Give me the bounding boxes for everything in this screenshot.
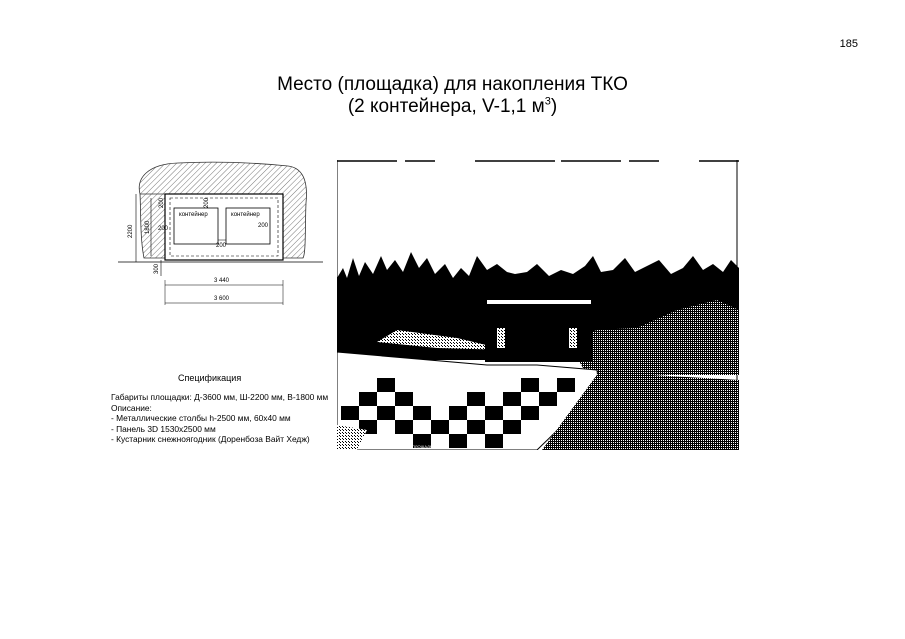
title-line-2-prefix: (2 контейнера, V-1,1 м	[347, 96, 545, 117]
dim-inner-length: 3 440	[214, 278, 230, 284]
title-line-1: Место (площадка) для накопления ТКО	[277, 74, 628, 95]
page-number: 185	[839, 38, 858, 50]
dim-left-strip: 200	[159, 197, 165, 208]
spec-line-description-label: Описание:	[111, 402, 152, 413]
dim-overall-height: 2200	[128, 224, 134, 238]
spec-line-dimensions: Габариты площадки: Д-3600 мм, Ш-2200 мм, В-1800 мм	[111, 392, 329, 402]
site-plan-drawing	[108, 158, 333, 308]
spec-line-shrub: - Кустарник снежноягодник (Доренбоза Вайт Хедж)	[111, 434, 310, 444]
dim-top-gap: 200	[204, 197, 210, 208]
title-line-2	[0, 96, 905, 118]
dim-side-gap: 200	[158, 226, 169, 232]
render-caption: ОГРАЖДЕНИЕ ПЛОЩАДКИ	[383, 444, 436, 449]
spec-line-posts: - Металлические столбы h-2500 мм, 60х40 мм	[111, 413, 291, 423]
render-visualization	[337, 160, 739, 450]
title-line-2-suffix: )	[550, 96, 558, 117]
spec-line-panel: - Панель 3D 1530х2500 мм	[111, 423, 216, 434]
dim-inner-height: 1800	[145, 220, 151, 234]
container-label-1: контейнер	[179, 212, 208, 218]
dim-bottom-strip: 300	[154, 263, 160, 274]
specification-body	[111, 392, 328, 445]
container-label-2: контейнер	[231, 212, 260, 218]
title-superscript: 3	[544, 95, 551, 108]
dim-right-gap: 200	[258, 223, 269, 229]
dim-container-gap: 200	[216, 243, 227, 249]
page-title	[0, 74, 905, 118]
specification-heading: Спецификация	[178, 373, 242, 383]
dim-overall-length: 3 600	[214, 296, 230, 302]
